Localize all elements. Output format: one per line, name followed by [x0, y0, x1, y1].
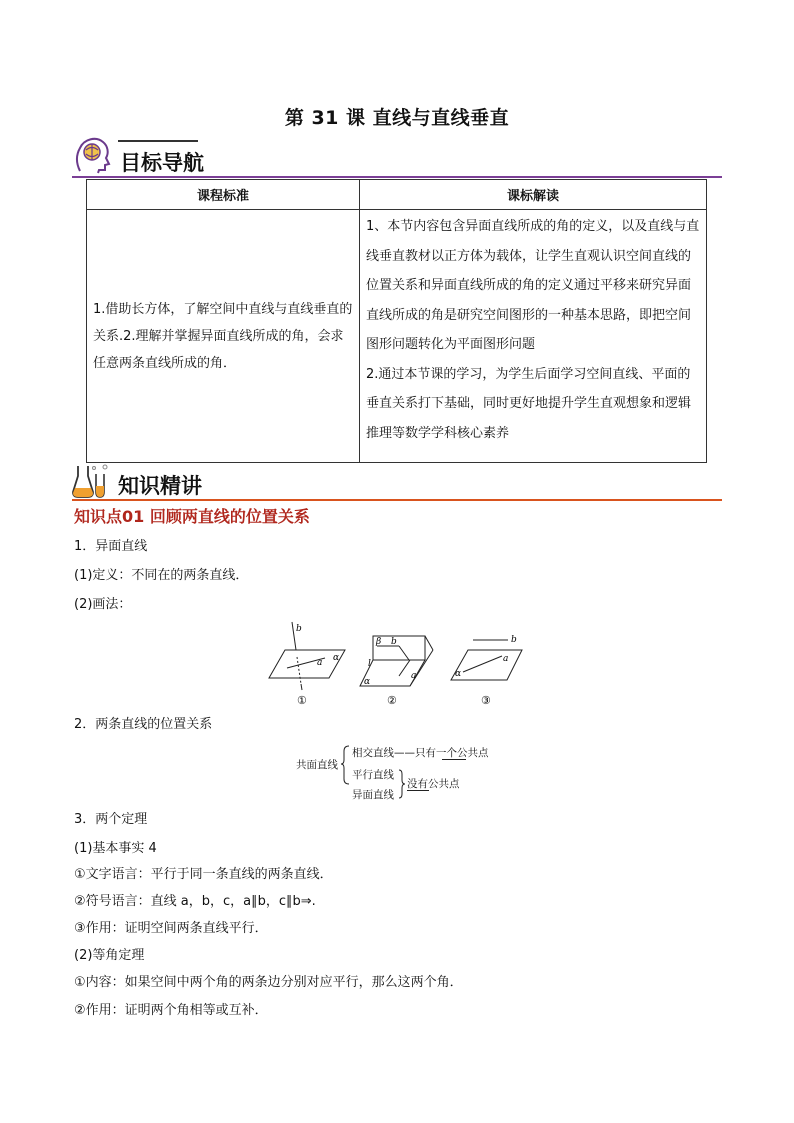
fig2-label-b: b — [391, 637, 397, 647]
equal-angle-content: ①内容：如果空间中两个角的两条边分别对应平行，那么这两个角． — [74, 975, 463, 990]
intersect-underline — [442, 759, 466, 760]
figure-3 — [451, 635, 522, 707]
fig2-number: ② — [387, 694, 397, 707]
lab-flask-icon — [72, 462, 112, 500]
heading-two-theorems: 3．两个定理 — [74, 812, 148, 827]
relation-brace-2 — [398, 769, 406, 799]
relation-no-common: 没有公共点 — [407, 778, 460, 790]
fig1-label-b: b — [296, 624, 302, 634]
relation-brace-1 — [340, 745, 350, 785]
table-row — [87, 210, 707, 463]
table-header-standard: 课程标准 — [87, 180, 360, 210]
relation-coplanar: 共面直线 — [296, 759, 338, 771]
fig2-label-alpha: α — [364, 677, 371, 687]
no-common-underline — [407, 790, 429, 791]
standard-cell: 1.借助长方体，了解空间中直线与直线垂直的关系.2.理解并掌握异面直线所成的角，会求任意两条直线所成的角． — [87, 210, 360, 463]
knowledge-point-heading: 知识点01 回顾两直线的位置关系 — [74, 507, 310, 526]
knowledge-section-title: 知识精讲 — [118, 474, 202, 498]
fig3-label-b: b — [511, 635, 517, 645]
equal-angle-use: ②作用：证明两个角相等或互补． — [74, 1003, 268, 1018]
goal-section-header — [72, 133, 722, 178]
fig3-label-a: a — [503, 654, 509, 664]
heading-skew-lines: 1．异面直线 — [74, 539, 148, 554]
brain-head-icon — [72, 133, 114, 175]
interpretation-para-2: 2.通过本节课的学习，为学生后面学习空间直线、平面的垂直关系打下基础，同时更好地提升学生直观想象和逻辑推理等数学学科核心素养 — [366, 366, 692, 441]
page-title: 第 31 课 直线与直线垂直 — [284, 107, 510, 129]
fig1-label-alpha: α — [333, 653, 340, 663]
knowledge-section-header — [72, 462, 722, 502]
fact-4-text: ①文字语言：平行于同一条直线的两条直线． — [74, 867, 333, 882]
skew-drawing-method: (2)画法： — [74, 597, 132, 612]
fact-4-symbol: ②符号语言：直线 a，b，c，a∥b，c∥b⇒. — [74, 894, 316, 909]
heading-line-relations: 2．两条直线的位置关系 — [74, 717, 213, 732]
fig2-label-beta: β — [376, 637, 382, 647]
goal-underline — [72, 176, 722, 178]
relation-parallel: 平行直线 — [352, 769, 394, 781]
knowledge-underline — [72, 499, 722, 501]
table-header-interpretation: 课标解读 — [360, 180, 707, 210]
interpretation-cell — [360, 210, 707, 463]
relation-intersect: 相交直线——只有一个公共点 — [352, 747, 489, 759]
skew-definition: (1)定义：不同在的两条直线． — [74, 568, 249, 583]
fact-4-heading: (1)基本事实 4 — [74, 841, 157, 856]
fig3-label-alpha: α — [455, 669, 462, 679]
relation-diagram — [296, 745, 516, 805]
figure-1 — [269, 622, 345, 707]
fig1-label-a: a — [317, 658, 323, 668]
fig1-number: ① — [297, 694, 307, 707]
fig3-number: ③ — [481, 694, 491, 707]
curriculum-table — [86, 179, 707, 463]
interpretation-para-1: 1、本节内容包含异面直线所成的角的定义，以及直线与直线垂直教材以正方体为载体，让学生直观认识空间直线的位置关系和异面直线所成的角的定义通过平移来研究异面直线所成的角是研究空间图形的一种基本思路，即把空间图形问题转化为平面图形问题 — [366, 219, 700, 352]
equal-angle-heading: (2)等角定理 — [74, 948, 145, 963]
goal-section-title: 目标导航 — [120, 151, 204, 175]
figure-2 — [360, 636, 433, 707]
goal-accent-bar — [118, 140, 198, 142]
table-header-row — [87, 180, 707, 210]
fig2-label-a: a — [411, 671, 417, 681]
skew-lines-figure — [265, 620, 535, 710]
fig2-label-l: l — [368, 659, 371, 669]
fact-4-use: ③作用：证明空间两条直线平行． — [74, 921, 268, 936]
relation-skew: 异面直线 — [352, 789, 394, 801]
